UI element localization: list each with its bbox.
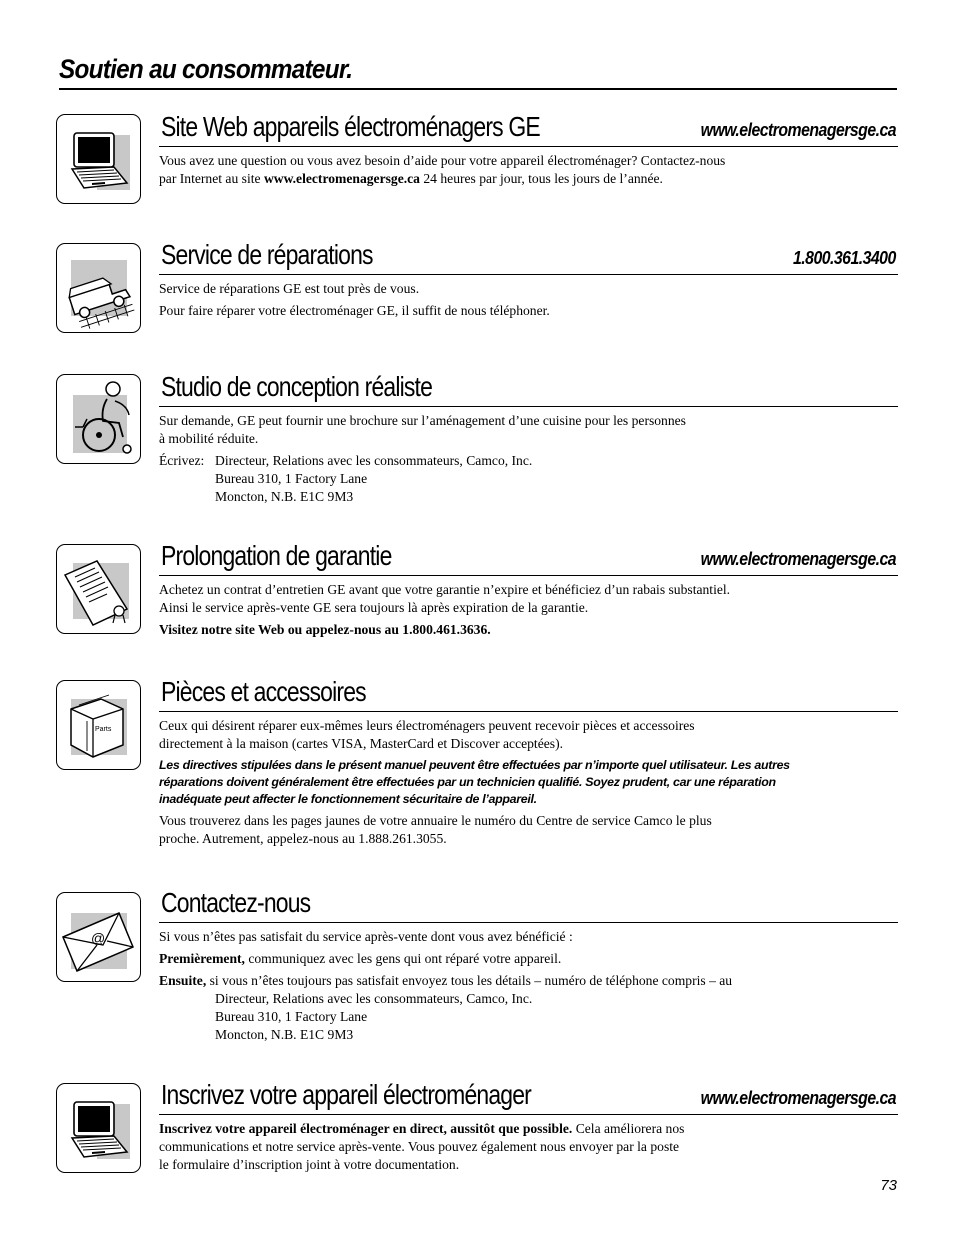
mailing-address: Écrivez: Directeur, Relations avec les consommateurs, Camco, Inc. Bureau 310, 1 Factory Lane Moncton, N.B. E1C 9M3 (159, 453, 533, 504)
section-title: Service de réparations (161, 239, 373, 270)
section-header (159, 1080, 898, 1115)
parts-label: Parts (95, 726, 112, 733)
paragraph: Service de réparations GE est tout près de vous. (159, 281, 420, 296)
laptop-icon (56, 1083, 141, 1173)
paragraph: Ceux qui désirent réparer eux-mêmes leurs électroménagers peuvent recevoir pièces et accessoires directement à la maison (cartes VISA, MasterCard et Discover acceptées). (159, 718, 695, 751)
phone-number[interactable]: 1.800.361.3400 (793, 248, 896, 268)
section-body (159, 581, 859, 643)
section-body (159, 280, 859, 324)
section-header (159, 888, 898, 923)
section-title: Site Web appareils électroménagers GE (161, 111, 540, 142)
section-title: Pièces et accessoires (161, 676, 366, 707)
website-link-inline[interactable]: www.electromenagersge.ca (263, 171, 420, 186)
parts-box-icon (56, 680, 141, 770)
paragraph: Vous avez une question ou vous avez besoin d’aide pour votre appareil électroménager? Contactez-nous par Internet au site www.electromenagersge.ca 24 heures par jour, tous les jours de l’année. (159, 153, 726, 186)
website-link[interactable]: www.electromenagersge.ca (700, 549, 896, 569)
section-title: Prolongation de garantie (161, 540, 392, 571)
paragraph: Achetez un contrat d’entretien GE avant que votre garantie n’expire et bénéficiez d’un rabais substantiel. Ainsi le service après-vente GE sera toujours là après expiration de la garantie. (159, 582, 731, 615)
paragraph: Vous trouverez dans les pages jaunes de votre annuaire le numéro du Centre de service Camco le plus proche. Autrement, appelez-nous au 1.888.261.3055. (159, 813, 712, 846)
wheelchair-icon (56, 374, 141, 464)
section-body (159, 152, 859, 192)
section-body (159, 717, 859, 852)
section-header (159, 372, 898, 407)
section-body (159, 412, 859, 510)
section-header (159, 112, 898, 147)
section-body (159, 928, 859, 1048)
certificate-icon (56, 544, 141, 634)
paragraph: Visitez notre site Web ou appelez-nous au 1.800.461.3636. (159, 622, 491, 637)
safety-warning: Les directives stipulées dans le présent manuel peuvent être effectuées par n’importe quel utilisateur. Les autres réparations doivent généralement être effectuées par un technicien qualifié. Soyez prudent, car une réparation inadéquate peut affecter le fonctionnement sécuritaire de l’appareil. (159, 758, 790, 806)
at-symbol: @ (91, 930, 106, 946)
section-title: Studio de conception réaliste (161, 371, 433, 402)
page-title: Soutien au consommateur. (59, 54, 353, 84)
email-envelope-icon (56, 892, 141, 982)
title-rule (59, 88, 897, 90)
paragraph: Sur demande, GE peut fournir une brochure sur l’aménagement d’une cuisine pour les personnes à mobilité réduite. (159, 413, 686, 446)
section-header (159, 240, 898, 275)
paragraph: Inscrivez votre appareil électroménager en direct, aussitôt que possible. Cela améliorera nos communications et notre service après-vente. Vous pouvez également nous envoyer par la poste le formulaire d’inscription joint à votre documentation. (159, 1121, 685, 1172)
paragraph: Si vous n’êtes pas satisfait du service après-vente dont vous avez bénéficié : (159, 929, 573, 944)
section-title: Contactez-nous (161, 887, 311, 918)
section-title: Inscrivez votre appareil électroménager (161, 1079, 532, 1110)
section-body (159, 1120, 859, 1178)
service-van-icon (56, 243, 141, 333)
website-link[interactable]: www.electromenagersge.ca (700, 120, 896, 140)
page-number: 73 (880, 1177, 897, 1194)
website-link[interactable]: www.electromenagersge.ca (700, 1088, 896, 1108)
section-header (159, 677, 898, 712)
paragraph: Premièrement, communiquez avec les gens qui ont réparé votre appareil. (159, 951, 562, 966)
paragraph: Ensuite, si vous n’êtes toujours pas satisfait envoyez tous les détails – numéro de téléphone compris – au Directeur, Relations avec les consommateurs, Camco, Inc. Bureau 310, 1 Factory Lane Moncton, N.B. E1C 9M3 (159, 973, 733, 1042)
laptop-icon (56, 114, 141, 204)
paragraph: Pour faire réparer votre électroménager GE, il suffit de nous téléphoner. (159, 303, 550, 318)
section-header (159, 541, 898, 576)
